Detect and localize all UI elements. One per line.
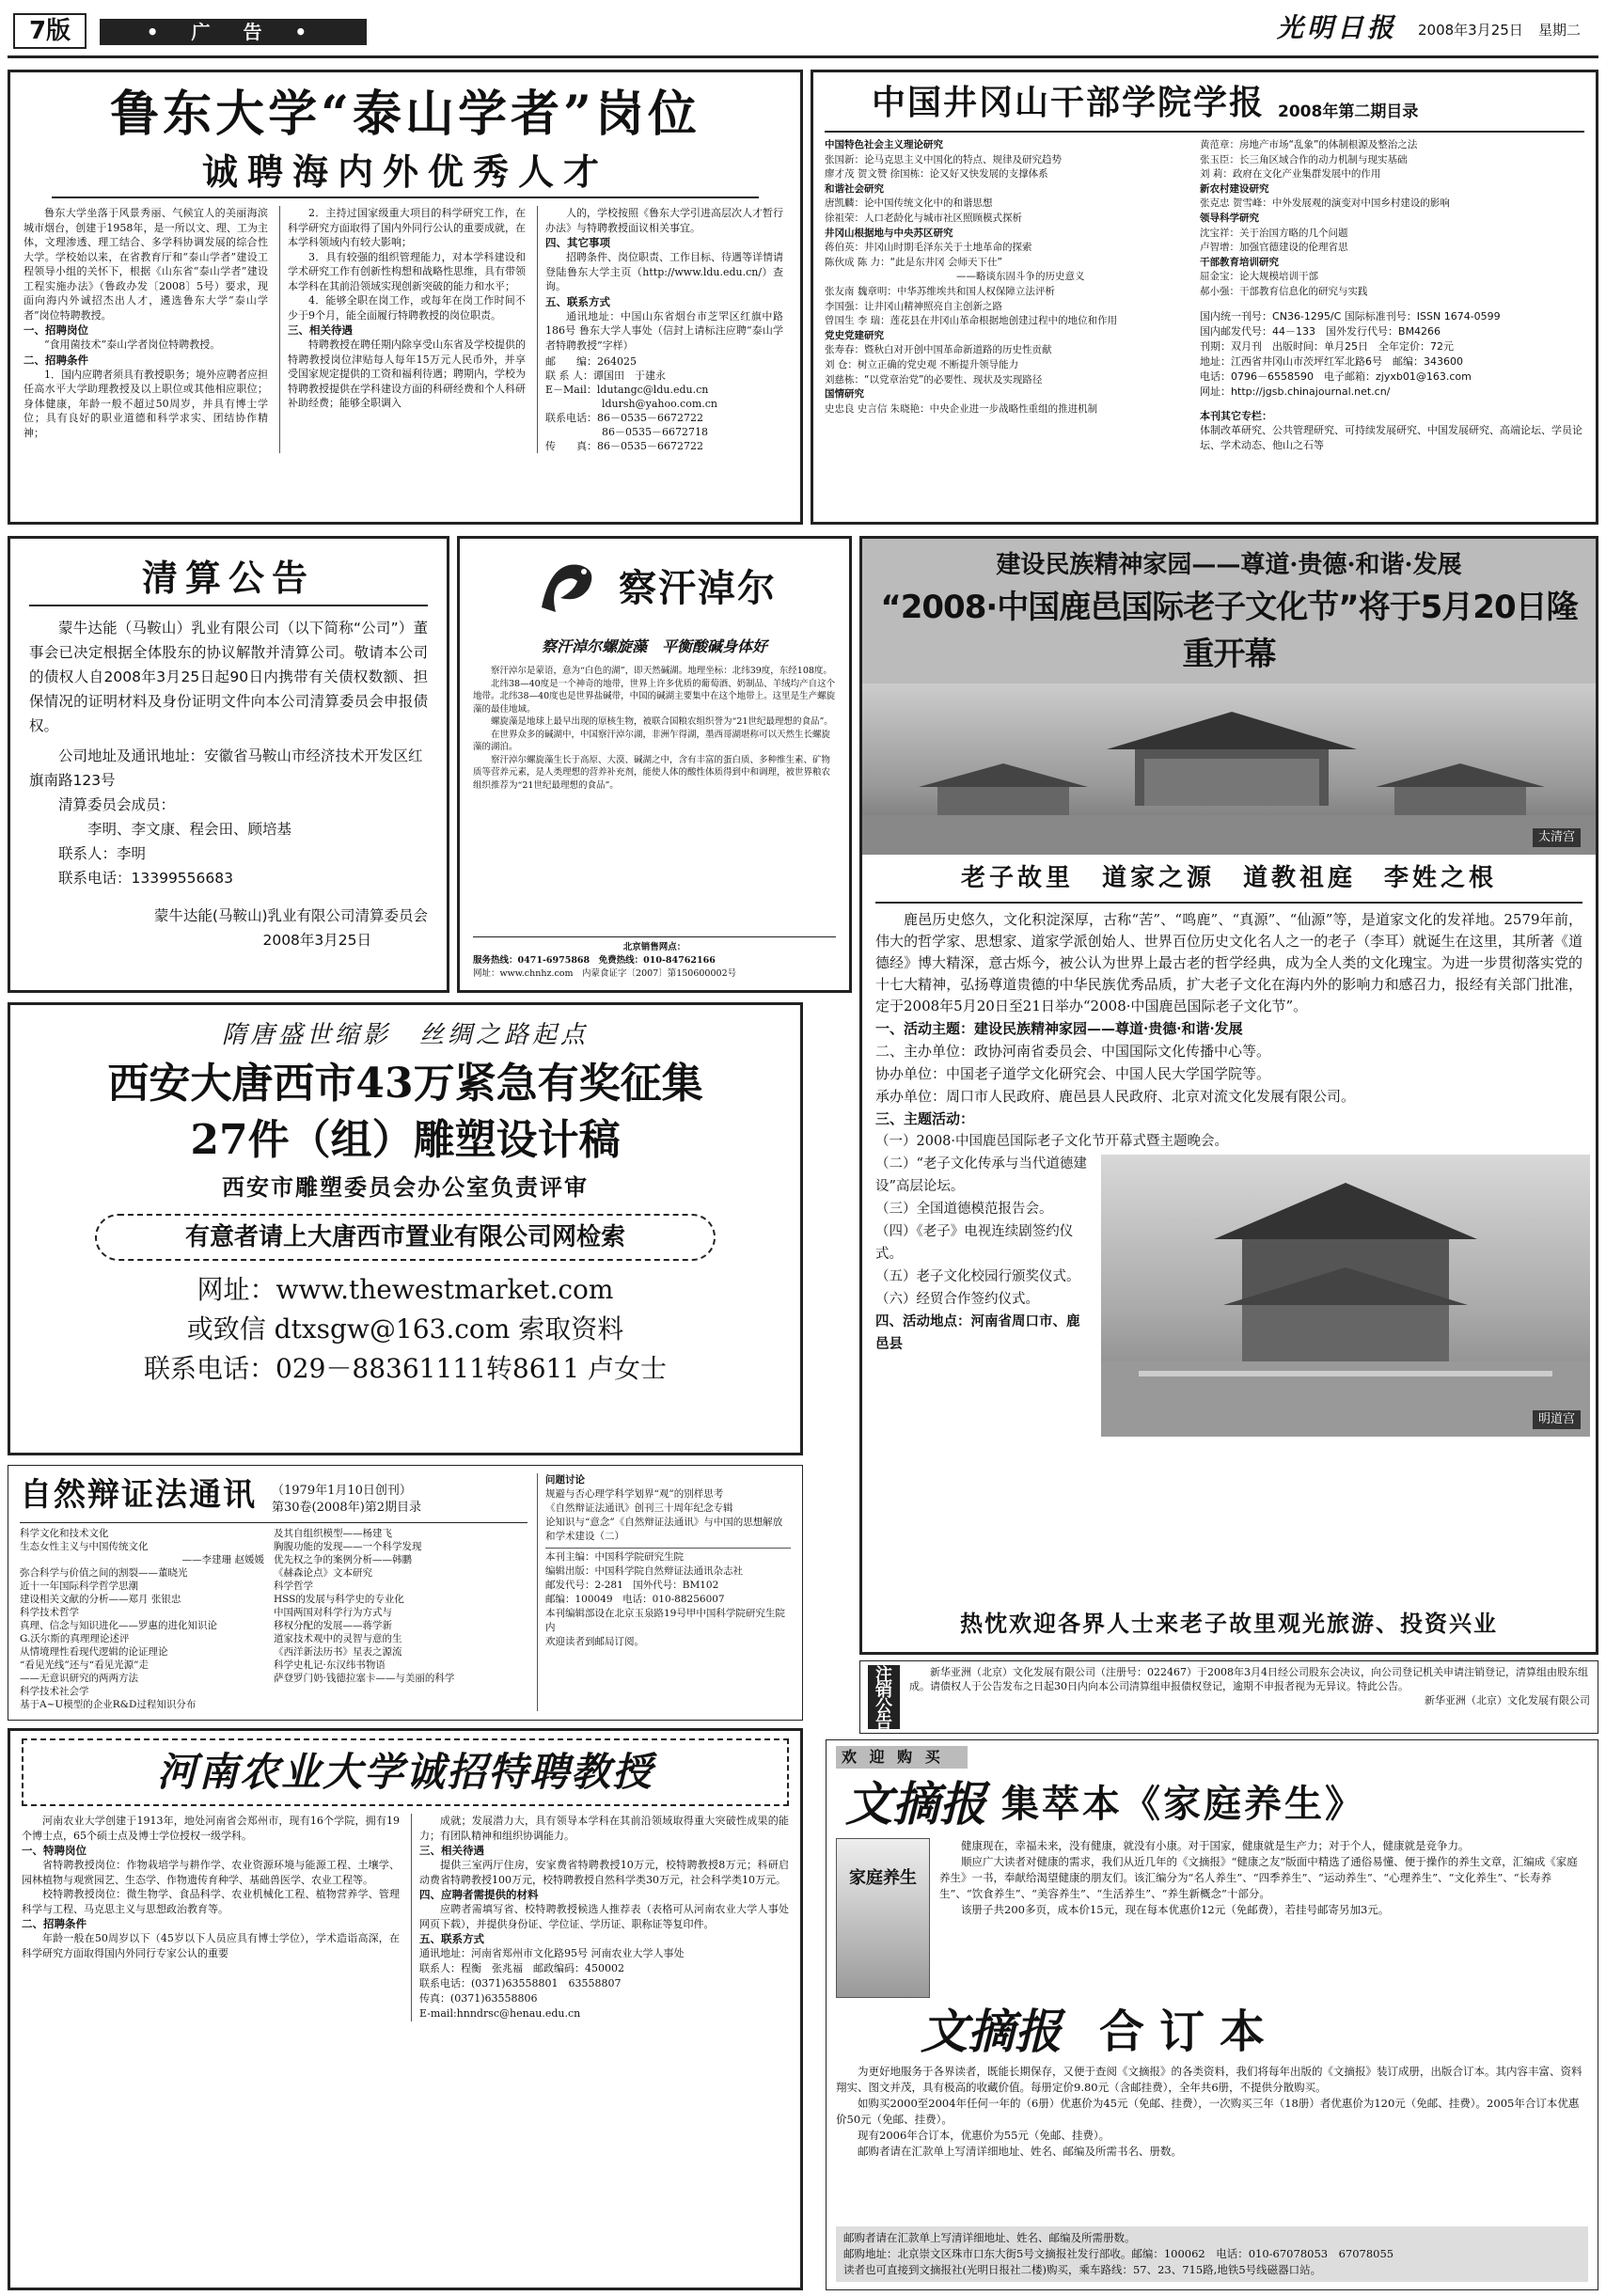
dragon-logo-icon — [532, 551, 607, 626]
jgs-info: 国内统一刊号：CN36-1295/C 国际标准刊号：ISSN 1674-0599 国内邮发代号：44－133 国外发行代号：BM4266 刊期：双月刊 出版时间：单月25日 全年定价：72元 地址：江西省井冈山市茨坪红军北路6号 邮编：343600 电话：0796－6558590 电子邮箱：zjyxb01@163.com 网址：http://jgsb.chinajournal.net.cn/ — [1200, 309, 1501, 398]
chaganzhuoer-brand: 察汗淖尔 — [619, 566, 777, 610]
zrbz-issue: 第30卷(2008年)第2期目录 — [272, 1501, 422, 1515]
photo1-label: 太清宫 — [1533, 828, 1581, 847]
jgs-toc-col-1: 中国特色社会主义理论研究 张国新：论马克思主义中国化的特点、规律及研究趋势 廖才茂 贺文赞 徐国栋：论又好又快发展的支撑体系 和谐社会研究 唐凯麟：论中国传统文化中的和谐思想 徐祖荣：人口老龄化与城市社区照顾模式探析 井冈山根据地与中央苏区研究 蒋伯英：井冈山时期毛泽东关于土地革命的探索 陈伙成 陈 力：“此是东井冈 会师天下仕” ——略谈东固斗争的历史意义 张友南 魏章明：中华苏维埃共和国人权保障立法评析 李国强：让井冈山精神照亮自主创新之路 曾国生 李 瑞：莲花县在井冈山革命根据地创建过程中的地位和作用 党史党建研究 张寿春：暨秋白对开创中国革命新道路的历史性贡献 刘 仓：树立正确的党史观 不断提升领导能力 刘慈栋：“以党章治党”的必要性、现状及实现路径 国情研究 史忠良 史言信 朱晓艳：中央企业进一步战略性重组的推进机制 — [825, 139, 1118, 415]
issue-weekday: 星期二 — [1538, 22, 1582, 39]
wenzhai-logo-1: 文摘报 — [845, 1776, 986, 1832]
ludong-ad — [8, 70, 803, 525]
page-label: 7版 — [13, 13, 87, 49]
mingdao-palace-photo — [1101, 1155, 1590, 1437]
henan-col-1: 河南农业大学创建于1913年，地处河南省会郑州市，现有16个学院，拥有19个博士点，65个硕士点及博士学位授权一级学科。 一、特聘岗位 省特聘教授岗位：作物栽培学与耕作学、农业资源环境与能源工程、土壤学、园林植物与观赏园艺、生态学、作物遗传育种学、基础兽医学、农业工程等。 校特聘教授岗位：微生物学、食品科学、农业机械化工程、植物营养学、管理科学与工程、马克思主义与思想政治教育等。 二、招聘条件 年龄一般在50周岁以下（45岁以下人员应具有博士学位），学术造诣高深，在科学研究方面取得国内外同行专家公认的重要 — [22, 1815, 400, 1959]
masthead — [8, 6, 1598, 58]
laozi-top: 建设民族精神家园——尊道·贵德·和谐·发展 — [996, 551, 1462, 579]
wenzhai-address: 邮购者请在汇款单上写清详细地址、姓名、邮编及所需册数。 邮购地址：北京崇文区珠市口东大街5号文摘报社发行部收。邮编：100062 电话：010-67078053 67078055 读者也可直接到文摘报社(光明日报社二楼)购买，乘车路线：57、23、715路,地铁5号线磁器口站。 — [836, 2226, 1588, 2282]
chaganzhuoer-slogan: 察汗淖尔螺旋藻 平衡酸碱身体好 — [541, 637, 767, 655]
laozi-ad: 建设民族精神家园——尊道·贵德·和谐·发展 “2008·中国鹿邑国际老子文化节”将于5月20日隆重开幕 太清宫 老子故里 道家之源 道教祖庭 李姓之根 鹿邑历史悠久，文化积淀深厚，古称“苦”、“鸣鹿”、“真源”、“仙源”等，是道家文化的发祥地。2579年前，伟大的哲学家、思想家、道家学派创始人、世界百位历史文化名人之一的老子（李耳）就诞生在这里，其所著《道德经》博大精深，意古烁今，被公认为世界上最古老的哲学经典，成为全人类的文化瑰宝。为进一步贯彻落实党的十七大精神，弘扬尊道贵德的中华民族优秀品质，扩大老子文化在海内外的影响力和感召力，报经有关部门批准，定于2008年5月20日至21日举办“2008·中国鹿邑国际老子文化节”。 一、活动主题：建设民族精神家园——尊道·贵德·和谐·发展 二、主办单位：政协河南省委员会、中国国际文化传播中心等。 协办单位：中国老子道学文化研究会、中国人民大学国学院等。 承办单位：周口市人民政府、鹿邑县人民政府、北京对流文化发展有限公司。 三、主题活动： （一）2008·中国鹿邑国际老子文化节开幕式暨主题晚会。 （二）“老子文化传承与当代道德建设”高层论坛。 （三）全国道德模范报告会。 （四）《老子》电视连续剧签约仪式。 （五）老子文化校园行颁奖仪式。 （六）经贸合作签约仪式。 四、活动地点：河南省周口市、鹿邑县 明道宫 热忱欢迎各界人士来老子故里观光旅游、投资兴业 — [859, 536, 1598, 1655]
ludong-col-2: 2．主持过国家级重大项目的科学研究工作，在科学研究方面取得了国内外同行公认的重要成就，在本学科领域内有较大影响； 3．具有较强的组织管理能力，对本学科建设和学术研究工作有创新性构想和战略性思维，具有带领本学科在其前沿领域实现创新突破的能力和水平； 4．能够全职在岗工作，或每年在岗工作时间不少于9个月，能全面履行特聘教授的岗位职责。 三、相关待遇 特聘教授在聘任期内除享受山东省及学校提供的特聘教授岗位津贴每人每年15万元人民币外，并享受国家规定提供的工资和福利待遇；聘期内，学校为特聘教授提供在学科建设方面的科研经费和个人科研补助经费；能够全职调入 — [279, 206, 526, 453]
henan-col-2: 成就；发展潜力大，具有领导本学科在其前沿领域取得重大突破性成果的能力；有团队精神和组织协调能力。 三、相关待遇 提供三室两厅住房，安家费省特聘教授10万元，校特聘教授8万元；科研启动费省特聘教授100万元，校特聘教授自然科学类30万元，社会科学类10万元。 四、应聘者需提供的材料 应聘者需填写省、校特聘教授候选人推荐表（表格可从河南农业大学人事处网页下载），并提供身份证、学位证、学历证、职称证等复印件。 五、联系方式 通讯地址：河南省郑州市文化路95号 河南农业大学人事处 联系人：程衡 张兆福 邮政编码：450002 联系电话：(0371)63558801 63558807 传真：(0371)63558806 E-mail:hnndrsc@henau.edu.cn — [411, 1814, 789, 2021]
laozi-intro: 鹿邑历史悠久，文化积淀深厚，古称“苦”、“鸣鹿”、“真源”、“仙源”等，是道家文化的发祥地。2579年前，伟大的哲学家、思想家、道家学派创始人、世界百位历史文化名人之一的老子（李耳）就诞生在这里，其所著《道德经》博大精深，意古烁今，被公认为世界上最古老的哲学经典，成为全人类的文化瑰宝。为进一步贯彻落实党的十七大精神，弘扬尊道贵德的中华民族优秀品质，扩大老子文化在海内外的影响力和感召力，报经有关部门批准，定于2008年5月20日至21日举办“2008·中国鹿邑国际老子文化节”。 — [875, 911, 1582, 1014]
chaganzhuoer-ad: 察汗淖尔 察汗淖尔螺旋藻 平衡酸碱身体好 察汗淖尔是蒙语，意为“白色的湖”，即天然碱湖。地理坐标：北纬39度，东经108度。 北纬38—40度是一个神奇的地带，世界上许多优质的葡萄酒、奶制品、羊绒均产自这个地带。北纬38—40度也是世界盐碱带，中国的碱湖主要集中在这个地带上。这里是生产螺旋藻的最佳地域。 螺旋藻是地球上最早出现的原核生物，被联合国粮农组织誉为“21世纪最理想的食品”。 在世界众多的碱湖中，中国察汗淖尔湖，非洲乍得湖，墨西哥湖堪称可以天然生长螺旋藻的湖泊。 察汗淖尔螺旋藻生长于高原、大漠、碱湖之中，含有丰富的蛋白质、多种维生素、矿物质等营养元素，是人类理想的营养补充剂，能使人体的酸性体质得到中和调理，被世界粮农组织推荐为“21世纪最理想的食品”。 北京销售网点： 服务热线：0471-6975868 免费热线：010-84762166 网址：www.chnhz.com 内蒙食证字〔2007〕第150600002号 — [457, 536, 852, 993]
xian-pill: 有意者请上大唐西市置业有限公司网检索 — [95, 1214, 716, 1261]
zrbz-ad: 自然辩证法通讯 （1979年1月10日创刊） 第30卷(2008年)第2期目录 科学文化和技术文化 生态女性主义与中国传统文化 ——李建珊 赵媛媛 弥合科学与价值之间的割裂——董晓光 近十一年国际科学哲学思潮 建设相关文献的分析——郑月 张银忠 科学技术哲学 真理、信念与知识进化——罗惠的进化知识论 G.沃尔斯的真理理论述评 从情境理性看现代逻辑的论证理论 “看见光线”还与“看见光源”走 ——无意识研究的两两方法 科学技术社会学 基于A~U模型的企业R&D过程知识分布 及其自组织模型——杨建飞 胸腹功能的发现——一个科学发现 优先权之争的案例分析——韩鹏 《赫森论点》文本研究 科学哲学 HSS的发展与科学史的专业化 中国两国对科学行为方式与 移权分配的发展——蒋学新 道家技术观中的灵智与意的生 《西洋新法历书》星表之源流 科学史札记·东汉纬书物语 萨登罗门奶·钱德拉塞卡——与美丽的科学 问题讨论 规避与否心理学科学划界“观”的别样思考 《自然辩证法通讯》创刊三十周年纪念专辑 论知识与“意念”《自然辩证法通讯》与中国的思想解放和学术建设（二） 本刊主编：中国科学院研究生院 编辑出版：中国科学院自然辩证法通讯杂志社 邮发代号：2-281 国外代号：BM102 邮编：100049 电话：010-88256007 本刊编辑部设在北京玉泉路19号甲中国科学院研究生院内 欢迎读者到邮局订阅。 — [8, 1465, 803, 1721]
laozi-slogan: 老子故里 道家之源 道教祖庭 李姓之根 — [875, 855, 1582, 904]
liquidation-title: 清算公告 — [29, 552, 428, 606]
xian-top: 隋唐盛世缩影 丝绸之路起点 — [221, 1021, 589, 1049]
xian-ad — [8, 1002, 803, 1455]
cancellation-label: 注销公告 — [868, 1665, 900, 1729]
jgs-toc-col-2: 黄范章：房地产市场“乱象”的体制根源及整治之法 张玉臣：长三角区域合作的动力机制与现实基础 刘 莉：政府在文化产业集群发展中的作用 新农村建设研究 张克忠 贺雪峰：中外发展观的演变对中国乡村建设的影响 领导科学研究 沈宝祥：关于治国方略的几个问题 卢智增：加强官德建设的伦理省思 干部教育培训研究 屈金宝：论大规模培训干部 郝小强：干部教育信息化的研究与实践 国内统一刊号：CN36-1295/C 国际标准刊号：ISSN 1674-0599 国内邮发代号：44－133 国外发行代号：BM4266 刊期：双月刊 出版时间：单月25日 全年定价：72元 地址：江西省井冈山市茨坪红军北路6号 邮编：343600 电话：0796－6558590 电子邮箱：zjyxb01@163.com 网址：http://jgsb.chinajournal.net.cn/ 本刊其它专栏： 体制改革研究、公共管理研究、可持续发展研究、中国发展研究、高端论坛、学员论坛、学术动态、他山之石等 — [1200, 139, 1583, 452]
taiqing-palace-illustration — [862, 684, 1598, 855]
taiqing-palace-photo — [862, 684, 1596, 855]
photo2-label: 明道宫 — [1533, 1410, 1581, 1429]
xian-url[interactable]: 网址：www.thewestmarket.com — [197, 1274, 614, 1305]
jgs-issue: 2008年第二期目录 — [1278, 102, 1419, 121]
wenzhai-title-1: 集萃本《家庭养生》 — [1001, 1782, 1365, 1826]
issue-date: 2008年3月25日 — [1418, 22, 1523, 39]
cancellation-notice: 注销公告 新华亚洲（北京）文化发展有限公司（注册号：022467）于2008年3月4日经公司股东会决议，向公司登记机关申请注销登记，清算组由股东组成。请债权人于公告发布之日起30日内向本公司清算组申报债权登记，逾期不申报者视为无异议。特此公告。 新华亚洲（北京）文化发展有限公司 — [859, 1660, 1598, 1734]
xian-email[interactable]: 或致信 dtxsgw@163.com 索取资料 — [186, 1313, 624, 1345]
wenzhai-title-2: 合订本 — [1099, 2005, 1281, 2058]
ludong-subtitle: 诚聘海内外优秀人才 — [52, 148, 759, 198]
ludong-title: 鲁东大学“泰山学者”岗位 — [110, 86, 701, 143]
henan-ad — [8, 1728, 803, 2290]
xian-phone: 联系电话：029－88361111转8611 卢女士 — [143, 1353, 668, 1384]
newspaper-logo: 光明日报 — [1277, 12, 1398, 43]
xian-headline-2: 27件（组）雕塑设计稿 — [190, 1116, 621, 1164]
zrbz-title: 自然辩证法通讯 — [20, 1476, 257, 1514]
laozi-welcome: 热忱欢迎各界人士来老子故里观光旅游、投资兴业 — [960, 1610, 1498, 1637]
jiating-yangsheng-book-cover: 家庭养生 — [836, 1838, 930, 1998]
laozi-headline: “2008·中国鹿邑国际老子文化节”将于5月20日隆重开幕 — [880, 589, 1578, 673]
wenzhai-ad: 欢 迎 购 买 文摘报 集萃本《家庭养生》 家庭养生 健康现在，幸福未来，没有健康，就没有小康。对于国家，健康就是生产力；对于个人，健康就是竞争力。 顺应广大读者对健康的需求，我们从近几年的《文摘报》“健康之友”版面中精选了通俗易懂、便于操作的养生文章，汇编成《家庭养生》一书，奉献给渴望健康的朋友们。该汇编分为“名人养生”、“四季养生”、“运动养生”、“心理养生”、“文化养生”、“长寿养生”、“饮食养生”、“美容养生”、“生活养生”、“养生新概念”十部分。 该册子共200多页，成本价15元，现在每本优惠价12元（免邮费），若挂号邮寄另加3元。 文摘报 合订本 为更好地服务于各界读者，既能长期保存，又便于查阅《文摘报》的各类资料，我们将每年出版的《文摘报》装订成册，出版合订本。其内容丰富、资料翔实、图文并茂，具有极高的收藏价值。每册定价9.80元（含邮挂费），全年共6册，不提供分散购买。 如购买2000至2004年任何一年的（6册）优惠价为45元（免邮、挂费），一次购买三年（18册）者优惠价为120元（免邮、挂费）。2005年合订本优惠价50元（免邮、挂费）。 现有2006年合订本，优惠价为55元（免邮、挂费）。 邮购者请在汇款单上写清详细地址、姓名、邮编及所需书名、册数。 邮购者请在汇款单上写清详细地址、姓名、邮编及所需册数。 邮购地址：北京崇文区珠市口东大街5号文摘报社发行部收。邮编：100062 电话：010-67078053 67078055 读者也可直接到文摘报社(光明日报社二楼)购买，乘车路线：57、23、715路,地铁5号线磁器口站。 — [826, 1739, 1598, 2290]
zrbz-founded: （1979年1月10日创刊） — [272, 1484, 412, 1498]
xian-headline: 西安大唐西市43万紧急有奖征集 — [107, 1060, 703, 1108]
xian-org: 西安市雕塑委员会办公室负责评审 — [222, 1173, 589, 1201]
wenzhai-welcome: 欢 迎 购 买 — [836, 1746, 968, 1769]
mingdao-palace-illustration — [1101, 1155, 1590, 1437]
henan-title: 河南农业大学诚招特聘教授 — [22, 1738, 789, 1806]
ludong-col-3: 人的，学校按照《鲁东大学引进高层次人才暂行办法》与特聘教授面议相关事宜。 四、其它事项 招聘条件、岗位职责、工作目标、待遇等详情请登陆鲁东大学主页（http://www.ldu.edu.cn/）查询。 五、联系方式 通讯地址：中国山东省烟台市芝罘区红旗中路186号 鲁东大学人事处（信封上请标注应聘“泰山学者特聘教授”字样） 邮 编：264025 联 系 人：谭国田 于建永 E－Mail：ldutangc@ldu.edu.cn ldursh@yahoo.com.cn 联系电话：86－0535－6672722 86－0535－6672718 传 真：86－0535－6672722 — [537, 206, 783, 453]
section-label: • 广 告 • — [100, 19, 367, 45]
jgs-title: 中国井冈山干部学院学报 — [872, 83, 1266, 122]
ludong-col-1: 鲁东大学坐落于风景秀丽、气候宜人的美丽海滨城市烟台，创建于1958年，是一所以文、理、工为主体，文理渗透、理工结合、多学科协调发展的综合性大学。学校始以来，在省教育厅和“泰山学者”建设工程领导小组的关怀下，根据《山东省“泰山学者”建设工程实施办法》（鲁政办发〔2008〕5号）要求，现面向海内外诚招杰出人才，遴选鲁东大学“泰山学者”岗位特聘教授。 一、招聘岗位 “食用菌技术”泰山学者岗位特聘教授。 二、招聘条件 1．国内应聘者须具有教授职务；境外应聘者应担任高水平大学助理教授及以上职位或其他相应职位；身体健康，年龄一般不超过50周岁，并具有博士学位；具有良好的职业道德和科学求实、团结协作精神； — [24, 207, 268, 439]
jgs-ad — [811, 70, 1598, 525]
wenzhai-logo-2: 文摘报 — [921, 2004, 1062, 2059]
liquidation-notice: 清算公告 蒙牛达能（马鞍山）乳业有限公司（以下简称“公司”）董事会已决定根据全体股东的协议解散并清算公司。敬请本公司的债权人自2008年3月25日起90日内携带有关债权数额、担保情况的证明材料及身份证明文件向本公司清算委员会申报债权。 公司地址及通讯地址：安徽省马鞍山市经济技术开发区红旗南路123号 清算委员会成员： 李明、李文康、程会田、顾培基 联系人：李明 联系电话：13399556683 蒙牛达能(马鞍山)乳业有限公司清算委员会 2008年3月25日 — [8, 536, 449, 993]
ludong-contact: 邮 编：264025 联 系 人：谭国田 于建永 E－Mail：ldutangc@ldu.edu.cn ldursh@yahoo.com.cn 联系电话：86－0535－6672722 86－0535－6672718 传 真：86－0535－6672722 — [545, 355, 717, 452]
